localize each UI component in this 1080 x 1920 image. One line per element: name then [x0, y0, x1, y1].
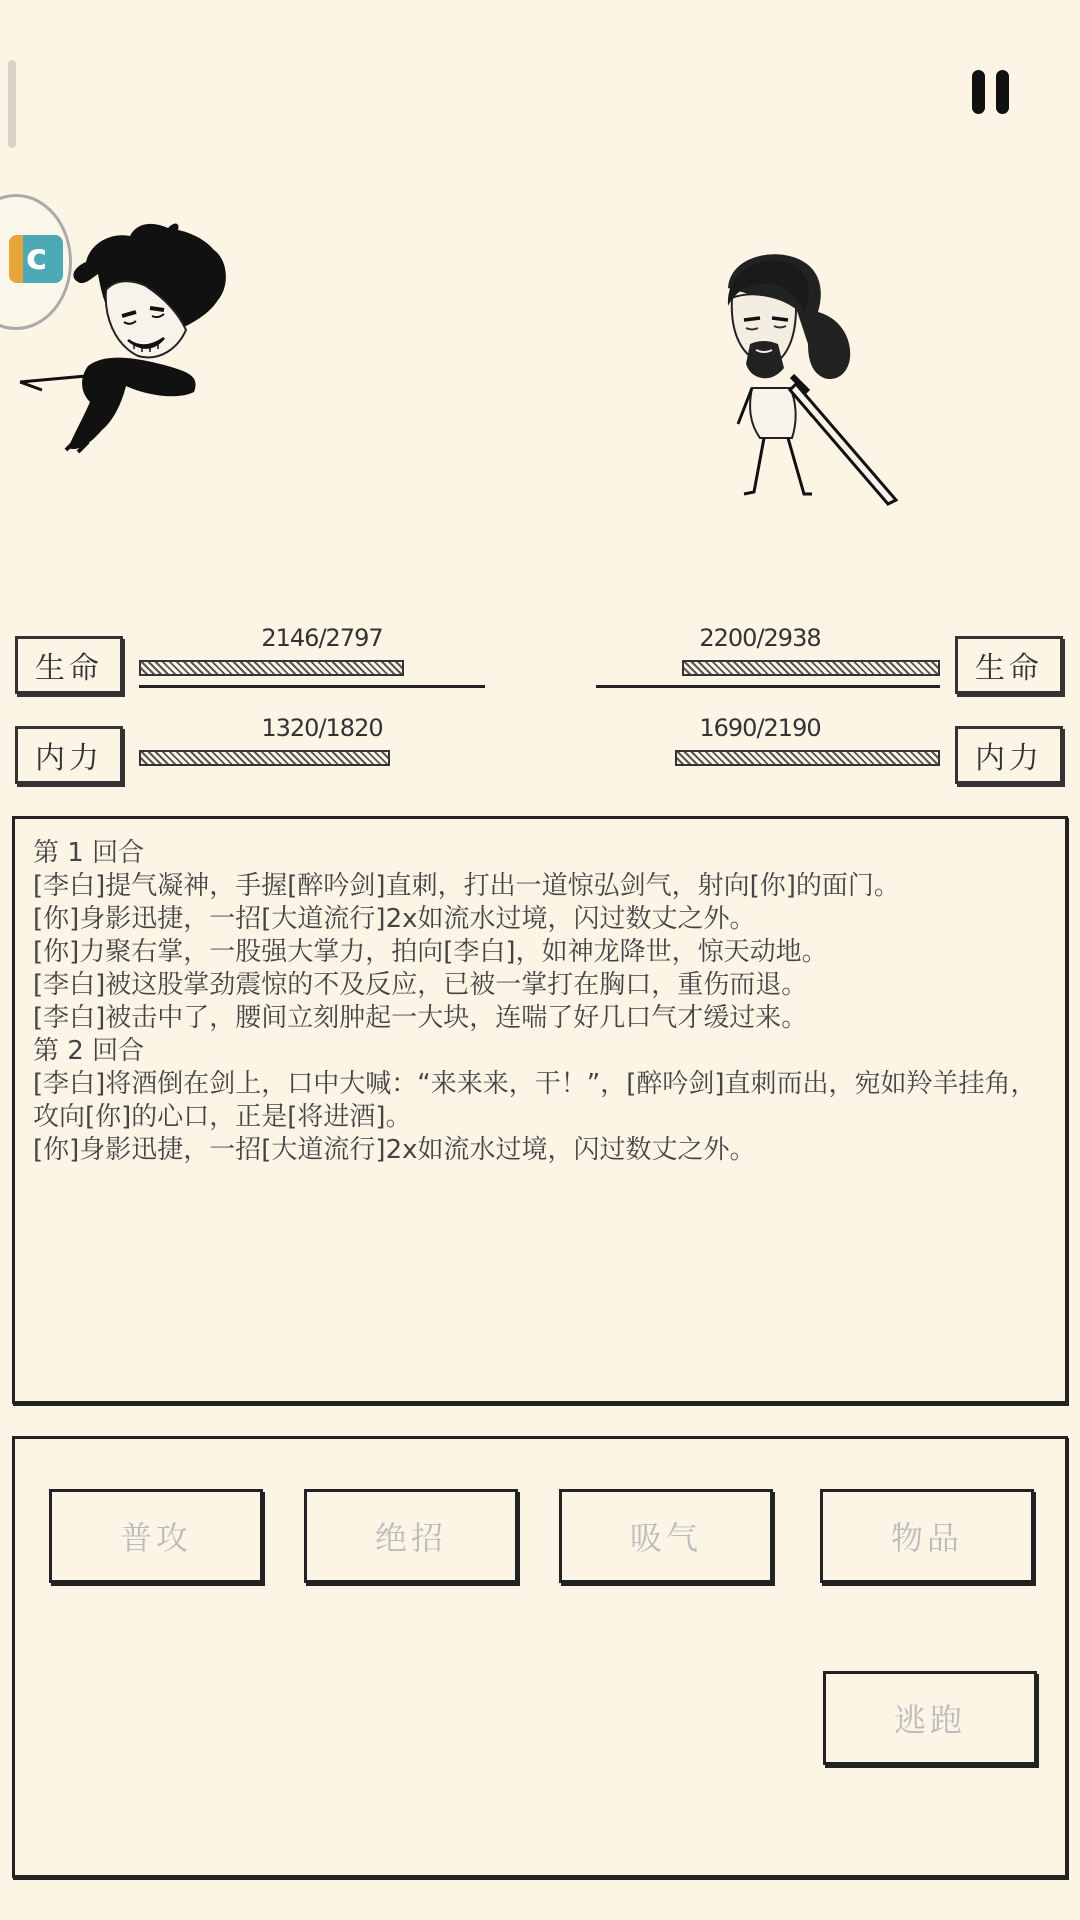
app-logo-icon: c — [9, 235, 63, 283]
skill-button[interactable]: 绝招 — [304, 1489, 518, 1583]
pause-button[interactable] — [968, 70, 1016, 116]
items-button[interactable]: 物品 — [820, 1489, 1034, 1583]
log-line: [李白]提气凝神，手握[醉吟剑]直刺，打出一道惊弘剑气，射向[你]的面门。 — [33, 871, 900, 901]
player-mp-value: 1320/1820 — [261, 714, 383, 742]
attack-button[interactable]: 普攻 — [49, 1489, 263, 1583]
log-line: [李白]被击中了，腰间立刻肿起一大块，连喘了好几口气才缓过来。 — [33, 1003, 808, 1033]
player-hp-track — [139, 685, 485, 688]
enemy-mp-label: 内力 — [955, 726, 1063, 784]
player-hp-value: 2146/2797 — [261, 624, 383, 652]
log-line: [李白]被这股掌劲震惊的不及反应，已被一掌打在胸口，重伤而退。 — [33, 970, 808, 1000]
player-character — [18, 216, 258, 466]
enemy-hp-value: 2200/2938 — [699, 624, 821, 652]
enemy-hp-bar — [682, 660, 940, 676]
log-line: 第 1 回合 — [33, 838, 145, 868]
action-panel — [12, 1436, 1068, 1878]
player-mp-bar — [139, 750, 390, 766]
log-line: 第 2 回合 — [33, 1036, 145, 1066]
battle-log[interactable] — [12, 816, 1068, 1404]
flee-button[interactable]: 逃跑 — [823, 1671, 1037, 1765]
log-line: [李白]将酒倒在剑上，口中大喊：“来来来，干！”，[醉吟剑]直刺而出，宛如羚羊挂角，攻向[你]的心口，正是[将进酒]。 — [33, 1069, 1037, 1132]
pause-icon — [972, 70, 985, 114]
log-line: [你]力聚右掌，一股强大掌力，拍向[李白]，如神龙降世，惊天动地。 — [33, 937, 828, 967]
log-line: [你]身影迅捷，一招[大道流行]2x如流水过境，闪过数丈之外。 — [33, 904, 756, 934]
enemy-hp-track — [596, 685, 940, 688]
log-line: [你]身影迅捷，一招[大道流行]2x如流水过境，闪过数丈之外。 — [33, 1135, 756, 1165]
enemy-character — [700, 248, 910, 512]
player-hp-bar — [139, 660, 404, 676]
enemy-mp-value: 1690/2190 — [699, 714, 821, 742]
player-mp-label: 内力 — [15, 726, 123, 784]
enemy-hp-label: 生命 — [955, 636, 1063, 694]
breathe-button[interactable]: 吸气 — [559, 1489, 773, 1583]
enemy-mp-bar — [675, 750, 940, 766]
edge-handle[interactable] — [8, 60, 16, 148]
player-hp-label: 生命 — [15, 636, 123, 694]
